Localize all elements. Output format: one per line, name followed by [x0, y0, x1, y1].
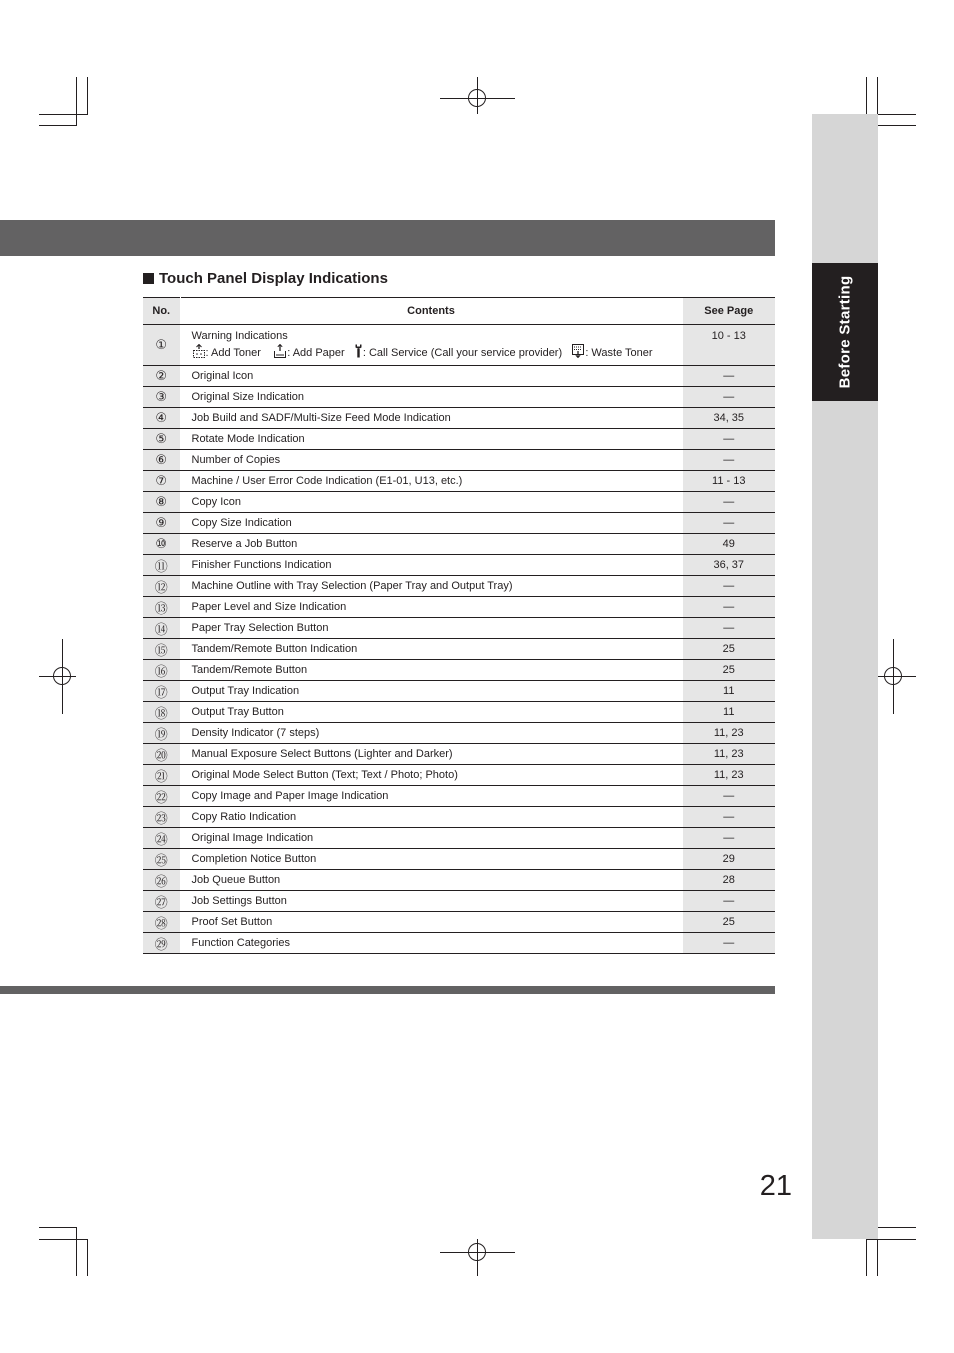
table-row [143, 828, 775, 849]
row-contents: Original Icon [180, 366, 682, 387]
row-see-page: — [682, 450, 775, 471]
row-see-page: 11, 23 [682, 765, 775, 786]
section-title-text: Touch Panel Display Indications [159, 270, 388, 287]
table-row [143, 576, 775, 597]
row-number: ⑰ [143, 681, 180, 702]
row-number: ㉓ [143, 807, 180, 828]
row-see-page: — [682, 576, 775, 597]
table-row [143, 807, 775, 828]
row-number: ⑯ [143, 660, 180, 681]
row-number: ㉘ [143, 912, 180, 933]
header-no: No. [143, 298, 180, 325]
table-row [143, 723, 775, 744]
table-row [143, 366, 775, 387]
row-contents: Job Settings Button [180, 891, 682, 912]
table-row [143, 702, 775, 723]
row-number: ⑱ [143, 702, 180, 723]
table-row [143, 744, 775, 765]
row-see-page: 11 [682, 681, 775, 702]
row-contents: Copy Size Indication [180, 513, 682, 534]
table-row [143, 597, 775, 618]
add-paper-label: : Add Paper [287, 347, 345, 359]
waste-toner-label: : Waste Toner [585, 347, 653, 359]
row-contents: Original Image Indication [180, 828, 682, 849]
row-number: ③ [143, 387, 180, 408]
table-row [143, 639, 775, 660]
row-contents: Number of Copies [180, 450, 682, 471]
row-number: ⑥ [143, 450, 180, 471]
table-row [143, 513, 775, 534]
table-row [143, 471, 775, 492]
header-see-page: See Page [682, 298, 775, 325]
table-row [143, 408, 775, 429]
row-see-page: — [682, 828, 775, 849]
row-see-page: 25 [682, 639, 775, 660]
table-row [143, 933, 775, 954]
row-contents: Manual Exposure Select Buttons (Lighter and Darker) [180, 744, 682, 765]
table-row [143, 870, 775, 891]
row-contents: Copy Image and Paper Image Indication [180, 786, 682, 807]
table-row [143, 618, 775, 639]
row-see-page: — [682, 366, 775, 387]
row-contents: Paper Tray Selection Button [180, 618, 682, 639]
table-row [143, 555, 775, 576]
footer-bar [0, 986, 775, 994]
table-row [143, 891, 775, 912]
row-contents: Copy Icon [180, 492, 682, 513]
row-see-page: 49 [682, 534, 775, 555]
row-see-page: — [682, 807, 775, 828]
row-contents: Paper Level and Size Indication [180, 597, 682, 618]
row-number: ⑭ [143, 618, 180, 639]
table-row [143, 681, 775, 702]
row-see-page: — [682, 387, 775, 408]
row-contents: Original Size Indication [180, 387, 682, 408]
waste-toner-icon [571, 344, 585, 363]
row-see-page: 25 [682, 660, 775, 681]
row-number: ⑧ [143, 492, 180, 513]
page-number: 21 [759, 1170, 792, 1202]
side-tab[interactable] [812, 263, 878, 401]
row-number: ㉙ [143, 933, 180, 954]
row-number: ㉔ [143, 828, 180, 849]
wrench-icon [354, 344, 363, 363]
row-number: ⑨ [143, 513, 180, 534]
row-number: ⑩ [143, 534, 180, 555]
row-number: ㉒ [143, 786, 180, 807]
row-contents: Proof Set Button [180, 912, 682, 933]
row-number: ㉕ [143, 849, 180, 870]
table-row [143, 660, 775, 681]
row-number: ④ [143, 408, 180, 429]
row-number: ㉖ [143, 870, 180, 891]
row-see-page: 34, 35 [682, 408, 775, 429]
row-see-page: — [682, 429, 775, 450]
table-row [143, 450, 775, 471]
call-service-label: : Call Service (Call your service provider) [362, 347, 563, 359]
row-number: ② [143, 366, 180, 387]
side-tab-label: Before Starting [836, 275, 854, 389]
square-bullet-icon [143, 273, 154, 284]
add-toner-icon [192, 344, 206, 363]
row-see-page: 11 - 13 [682, 471, 775, 492]
warning-indications-title: Warning Indications [191, 330, 288, 342]
section-title [143, 270, 388, 287]
table-row [143, 912, 775, 933]
row-contents: Output Tray Indication [180, 681, 682, 702]
table-row [143, 849, 775, 870]
add-toner-label: : Add Toner [205, 347, 261, 359]
row-number: ⑮ [143, 639, 180, 660]
row-contents: Original Mode Select Button (Text; Text / Photo; Photo) [180, 765, 682, 786]
row-see-page: — [682, 891, 775, 912]
row-contents: Finisher Functions Indication [180, 555, 682, 576]
row-contents: Density Indicator (7 steps) [180, 723, 682, 744]
row-contents: Job Queue Button [180, 870, 682, 891]
row-contents [180, 325, 682, 366]
row-number: ⑳ [143, 744, 180, 765]
row-number: ㉑ [143, 765, 180, 786]
row-number: ⑪ [143, 555, 180, 576]
table-row [143, 765, 775, 786]
row-number: ⑦ [143, 471, 180, 492]
row-see-page: 29 [682, 849, 775, 870]
header-bar [0, 220, 775, 256]
row-see-page: 36, 37 [682, 555, 775, 576]
row-contents: Tandem/Remote Button Indication [180, 639, 682, 660]
row-see-page: 11 [682, 702, 775, 723]
row-contents: Function Categories [180, 933, 682, 954]
row-contents: Machine / User Error Code Indication (E1-01, U13, etc.) [180, 471, 682, 492]
row-see-page: — [682, 933, 775, 954]
table-row [143, 492, 775, 513]
row-see-page: 11, 23 [682, 744, 775, 765]
table-row [143, 387, 775, 408]
row-contents: Reserve a Job Button [180, 534, 682, 555]
row-number: ⑬ [143, 597, 180, 618]
row-see-page: — [682, 513, 775, 534]
warning-icons-line [192, 344, 682, 363]
row-contents: Copy Ratio Indication [180, 807, 682, 828]
row-contents: Machine Outline with Tray Selection (Paper Tray and Output Tray) [180, 576, 682, 597]
table-row [143, 325, 775, 366]
row-contents: Output Tray Button [180, 702, 682, 723]
table-row [143, 429, 775, 450]
row-number: ㉗ [143, 891, 180, 912]
row-contents: Job Build and SADF/Multi-Size Feed Mode Indication [180, 408, 682, 429]
add-paper-icon [273, 344, 287, 363]
row-see-page: 28 [682, 870, 775, 891]
row-see-page: 25 [682, 912, 775, 933]
row-number: ① [143, 325, 180, 366]
row-number: ⑲ [143, 723, 180, 744]
row-see-page: — [682, 492, 775, 513]
row-see-page: — [682, 618, 775, 639]
row-see-page: 11, 23 [682, 723, 775, 744]
row-number: ⑫ [143, 576, 180, 597]
row-see-page: — [682, 786, 775, 807]
row-contents: Completion Notice Button [180, 849, 682, 870]
header-contents: Contents [180, 298, 682, 325]
table-row [143, 786, 775, 807]
row-number: ⑤ [143, 429, 180, 450]
row-see-page: — [682, 597, 775, 618]
row-contents: Rotate Mode Indication [180, 429, 682, 450]
row-contents: Tandem/Remote Button [180, 660, 682, 681]
table-row [143, 534, 775, 555]
row-see-page: 10 - 13 [682, 325, 775, 366]
table-header-row [143, 298, 775, 325]
indications-table [143, 297, 775, 954]
